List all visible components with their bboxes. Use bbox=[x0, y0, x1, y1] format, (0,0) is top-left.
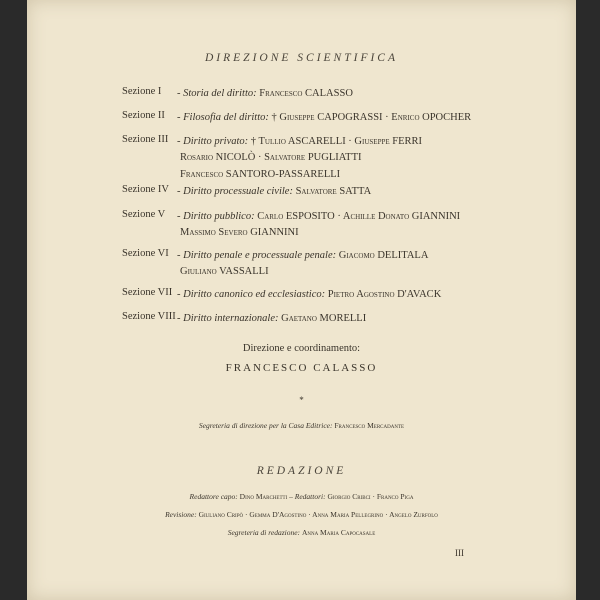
section-names: Pietro Agostino D'AVACK bbox=[327, 289, 442, 300]
segreteria-name: Anna Maria Capocasale bbox=[301, 528, 376, 537]
section-label: Sezione IV bbox=[122, 184, 169, 195]
section-entry bbox=[177, 287, 507, 303]
revisione-label: Revisione: bbox=[165, 510, 197, 519]
page-title: DIREZIONE SCIENTIFICA bbox=[204, 52, 398, 64]
section-entry bbox=[177, 110, 507, 126]
section-names: Francesco CALASSO bbox=[259, 88, 353, 99]
publisher-secretary-label: Segreteria di direzione per la Casa Editrice: bbox=[198, 421, 333, 430]
section-label: Sezione III bbox=[122, 134, 169, 145]
segreteria-label: Segreteria di redazione: bbox=[227, 528, 301, 537]
section-entry bbox=[177, 184, 507, 200]
section-entry bbox=[177, 86, 507, 102]
section-names: Gaetano MORELLI bbox=[281, 313, 367, 324]
section-names: Francesco SANTORO-PASSARELLI bbox=[180, 168, 341, 180]
star-ornament: * bbox=[299, 395, 304, 405]
coordination-label: Direzione e coordinamento: bbox=[242, 343, 361, 354]
section-subject: - Diritto processuale civile: bbox=[177, 186, 293, 197]
publisher-secretary bbox=[27, 421, 576, 430]
section-subject: - Diritto privato: bbox=[177, 136, 249, 147]
section-subject: - Diritto pubblico: bbox=[177, 211, 255, 222]
section-names: Salvatore SATTA bbox=[295, 186, 372, 197]
section-names: Massimo Severo GIANNINI bbox=[180, 227, 299, 239]
section-label: Sezione I bbox=[122, 86, 162, 97]
document-page bbox=[27, 0, 576, 600]
section-subject: - Diritto canonico ed ecclesiastico: bbox=[177, 289, 326, 300]
section-names: Carlo ESPOSITO · Achille Donato GIANNINI bbox=[257, 211, 461, 222]
section-names: † Giuseppe CAPOGRASSI · Enrico OPOCHER bbox=[271, 112, 472, 123]
section-names: Giacomo DELITALA bbox=[338, 250, 429, 261]
redazione-line-1 bbox=[27, 492, 576, 501]
publisher-secretary-name: Francesco Mercadante bbox=[334, 421, 405, 430]
section-names: Giuliano VASSALLI bbox=[180, 266, 269, 278]
section-subject: - Filosofia del diritto: bbox=[177, 112, 269, 123]
redattori-label: Redattori: bbox=[294, 492, 326, 501]
section-label: Sezione VIII bbox=[122, 311, 176, 322]
section-entry bbox=[177, 248, 507, 281]
section-entry bbox=[177, 209, 507, 242]
section-subject: - Diritto internazionale: bbox=[177, 313, 279, 324]
section-subject: - Storia del diritto: bbox=[177, 88, 257, 99]
section-names: Rosario NICOLÒ · Salvatore PUGLIATTI bbox=[180, 152, 362, 164]
page-number: III bbox=[455, 548, 464, 558]
section-names: † Tullio ASCARELLI · Giuseppe FERRI bbox=[250, 136, 423, 147]
section-label: Sezione II bbox=[122, 110, 165, 121]
section-label: Sezione VI bbox=[122, 248, 169, 259]
section-subject: - Diritto penale e processuale penale: bbox=[177, 250, 337, 261]
section-entry bbox=[177, 134, 507, 183]
redattore-capo-label: Redattore capo: bbox=[189, 492, 238, 501]
section-label: Sezione V bbox=[122, 209, 166, 220]
redattore-capo-name: Dino Marchetti – bbox=[239, 492, 295, 501]
redazione-line-2 bbox=[27, 510, 576, 519]
redazione-line-3 bbox=[27, 528, 576, 537]
section-label: Sezione VII bbox=[122, 287, 173, 298]
redazione-title: REDAZIONE bbox=[256, 465, 347, 477]
section-entry bbox=[177, 311, 507, 327]
revisione-names: Giuliano Cripò · Gemma D'Agostino · Anna Maria Pellegrino · Angelo Zurfolo bbox=[198, 510, 438, 519]
redattori-names: Giorgio Cribci · Franco Piga bbox=[327, 492, 414, 501]
coordination-name: FRANCESCO CALASSO bbox=[225, 362, 378, 374]
